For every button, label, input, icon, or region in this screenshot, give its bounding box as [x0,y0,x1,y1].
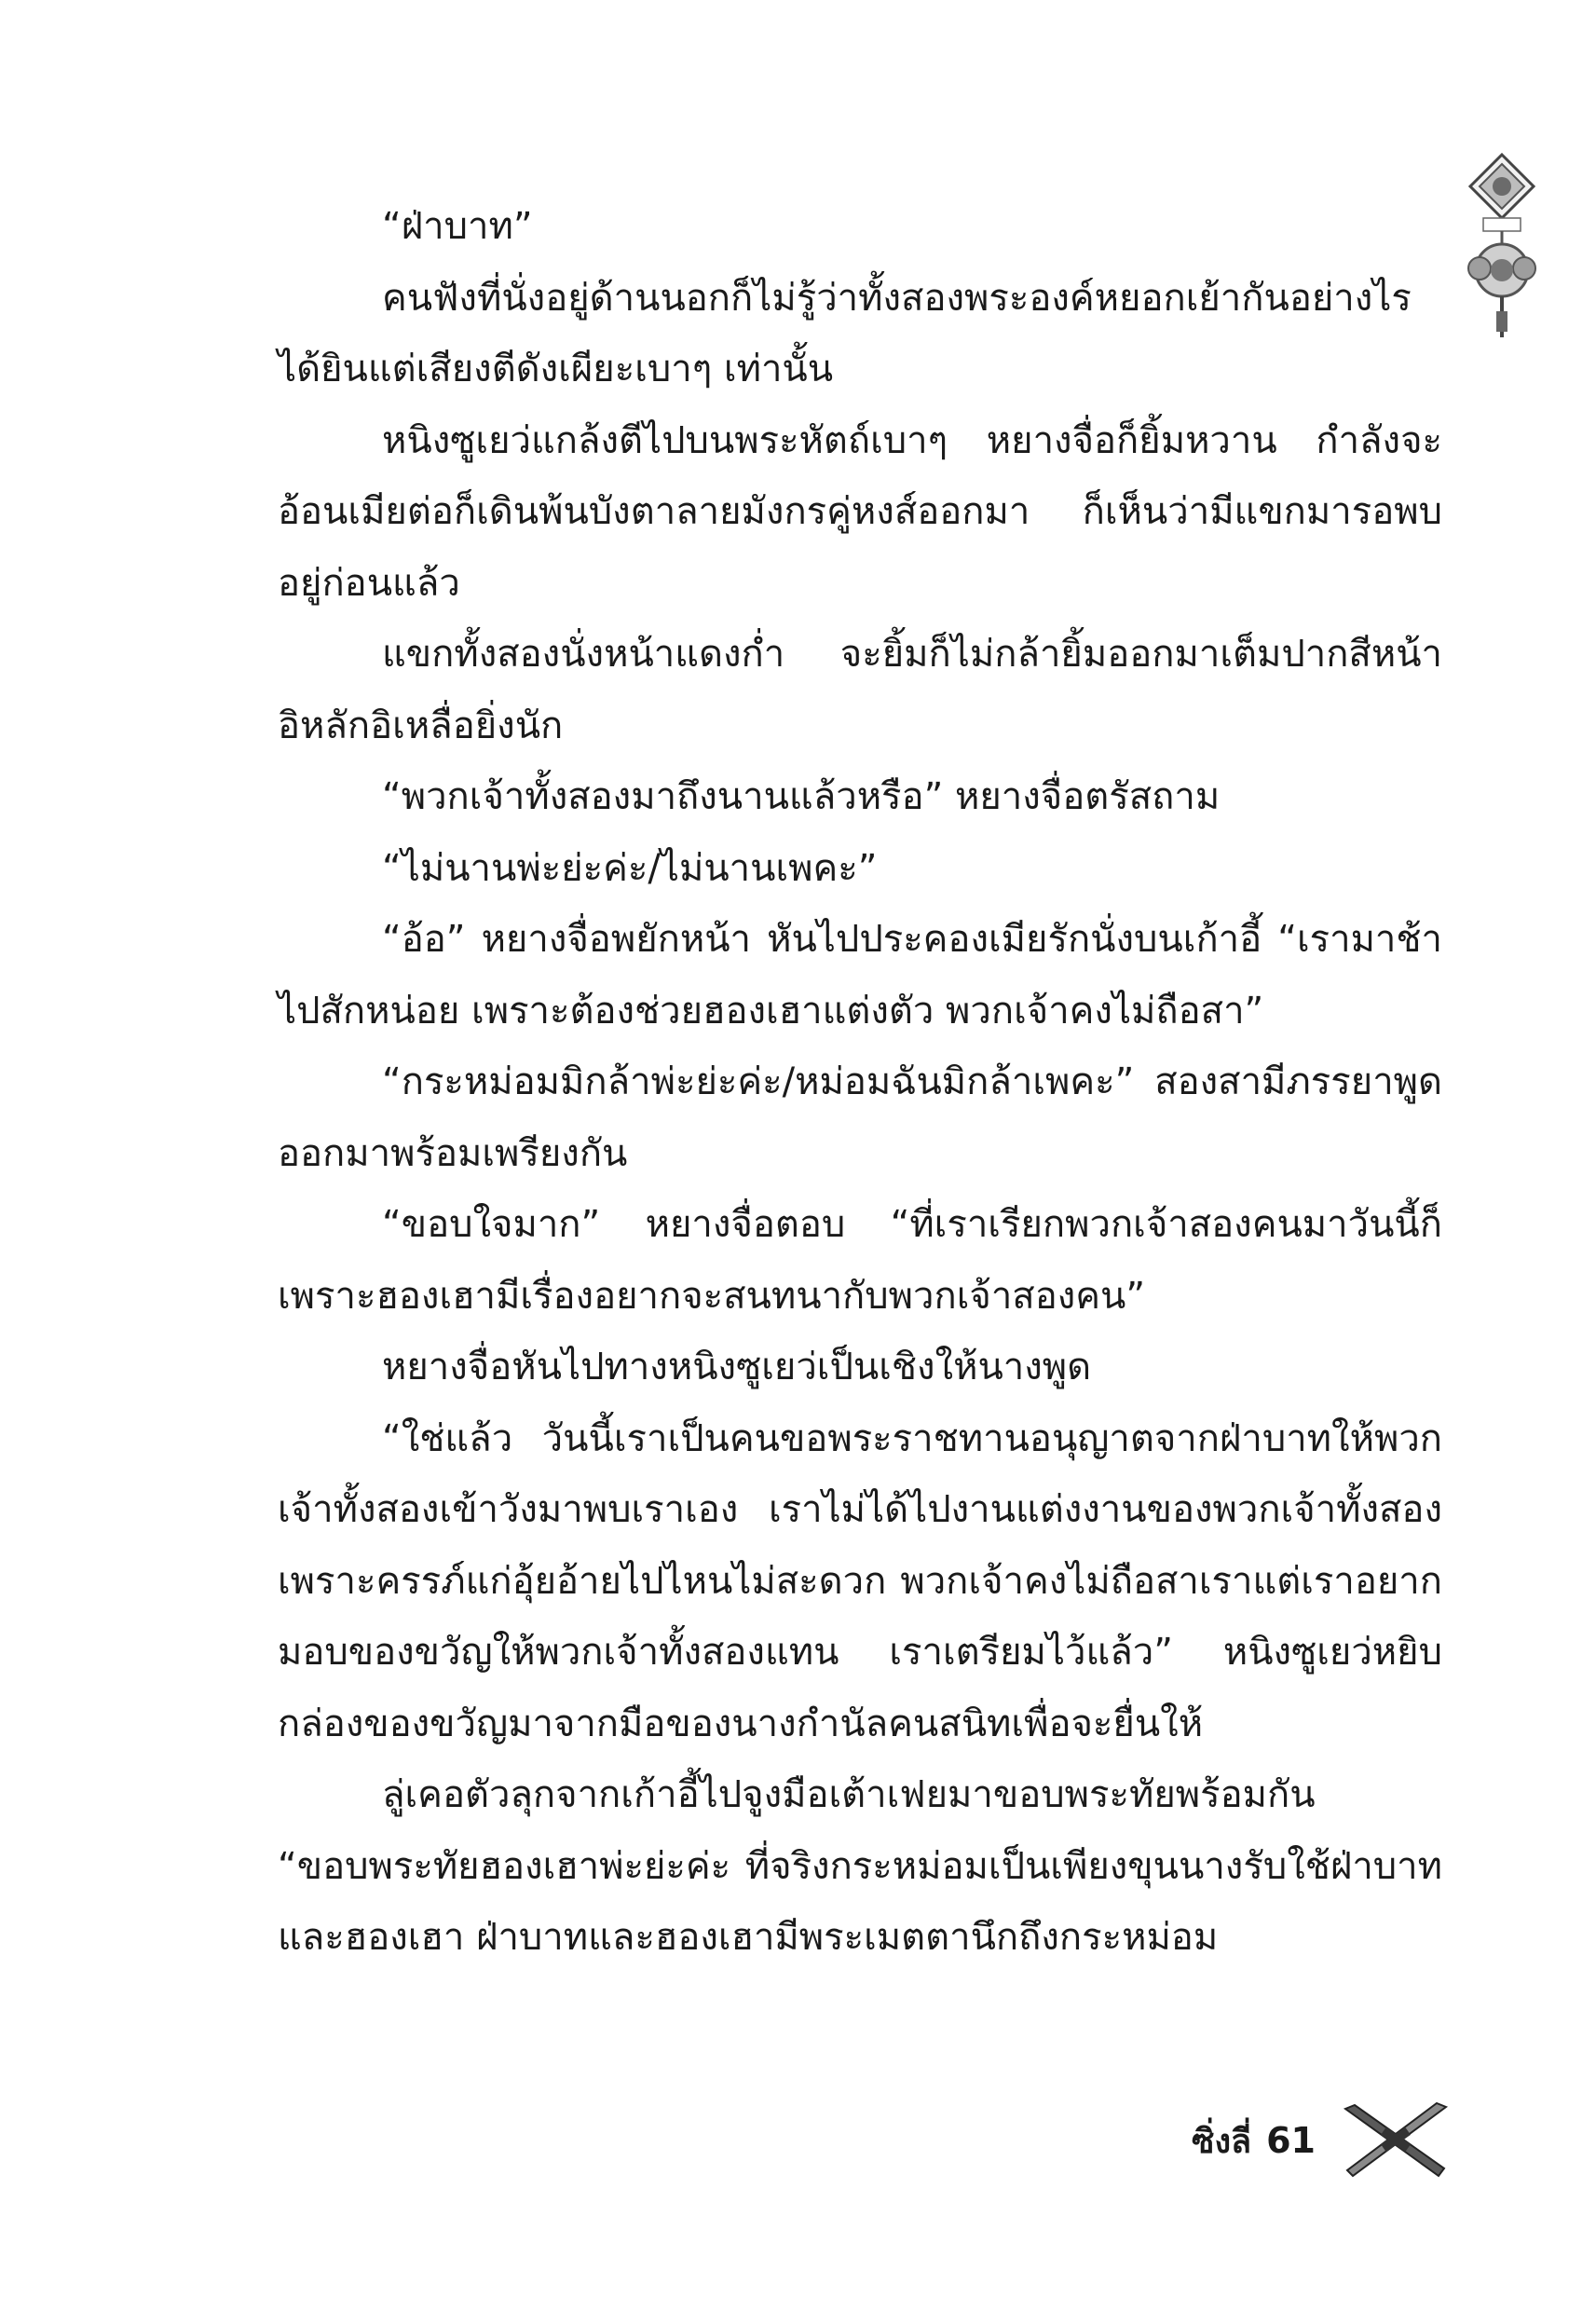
paragraph: หยางจื่อหันไปทางหนิงซูเยว่เป็นเชิงให้นางพูด [382,1346,1092,1388]
paragraph: “กระหม่อมมิกล้าพ่ะย่ะค่ะ/หม่อมฉันมิกล้าเพคะ” สองสามีภรรยาพูดออกมาพร้อมเพรียงกัน [278,1060,1442,1175]
paragraph: “ขอบใจมาก” หยางจื่อตอบ “ที่เราเรียกพวกเจ้าสองคนมาวันนี้ก็เพราะฮองเฮามีเรื่องอยากจะสนทนากับพวกเจ้าสองคน” [278,1203,1442,1318]
page-footer [1192,2101,1452,2180]
paragraph: “ไม่นานพ่ะย่ะค่ะ/ไม่นานเพคะ” [382,846,878,890]
paragraph: ลู่เคอตัวลุกจากเก้าอี้ไปจูงมือเต้าเฟยมาขอบพระทัยพร้อมกัน “ขอบพระทัยฮองเฮาพ่ะย่ะค่ะ ที่จริงกระหม่อมเป็นเพียงขุนนางรับใช้ฝ่าบาทและฮองเฮา ฝ่าบาทและฮองเฮามีพระเมตตานึกถึงกระหม่อม [278,1773,1442,1959]
body-text [278,191,1442,1974]
paragraph: แขกทั้งสองนั่งหน้าแดงก่ำ จะยิ้มก็ไม่กล้ายิ้มออกมาเต็มปากสีหน้าอิหลักอิเหลื่อยิ่งนัก [278,633,1442,747]
book-title: ซิ่งลี่ [1192,2122,1252,2161]
paragraph: “พวกเจ้าทั้งสองมาถึงนานแล้วหรือ” หยางจื่อตรัสถาม [382,775,1221,818]
paragraph: คนฟังที่นั่งอยู่ด้านนอกก็ไม่รู้ว่าทั้งสองพระองค์หยอกเย้ากันอย่างไร ได้ยินแต่เสียงตีดังเผียะเบาๆ เท่านั้น [278,276,1412,390]
paragraph: “ฝ่าบาท” [382,205,533,248]
page-number: 61 [1266,2120,1316,2161]
paragraph: “ใช่แล้ว วันนี้เราเป็นคนขอพระราชทานอนุญาตจากฝ่าบาทให้พวกเจ้าทั้งสองเข้าวังมาพบเราเอง เราไม่ได้ไปงานแต่งงานของพวกเจ้าทั้งสองเพราะครรภ์แก่อุ้ยอ้ายไปไหนไม่สะดวก พวกเจ้าคงไม่ถือสาเราแต่เราอยากมอบของขวัญให้พวกเจ้าทั้งสองแทน เราเตรียมไว้แล้ว” หนิงซูเยว่หยิบกล่องของขวัญมาจากมือของนางกำนัลคนสนิทเพื่อจะยื่นให้ [278,1416,1442,1745]
paragraph: หนิงซูเยว่แกล้งตีไปบนพระหัตถ์เบาๆ หยางจื่อก็ยิ้มหวาน กำลังจะอ้อนเมียต่อก็เดินพ้นบังตาลายมังกรคู่หงส์ออกมา ก็เห็นว่ามีแขกมารอพบอยู่ก่อนแล้ว [278,418,1442,605]
crossed-swords-icon [1340,2101,1452,2180]
seal-ornament-icon [1463,151,1541,347]
paragraph: “อ้อ” หยางจื่อพยักหน้า หันไปประคองเมียรักนั่งบนเก้าอี้ “เรามาช้าไปสักหน่อย เพราะต้องช่วยฮองเฮาแต่งตัว พวกเจ้าคงไม่ถือสา” [278,918,1442,1032]
